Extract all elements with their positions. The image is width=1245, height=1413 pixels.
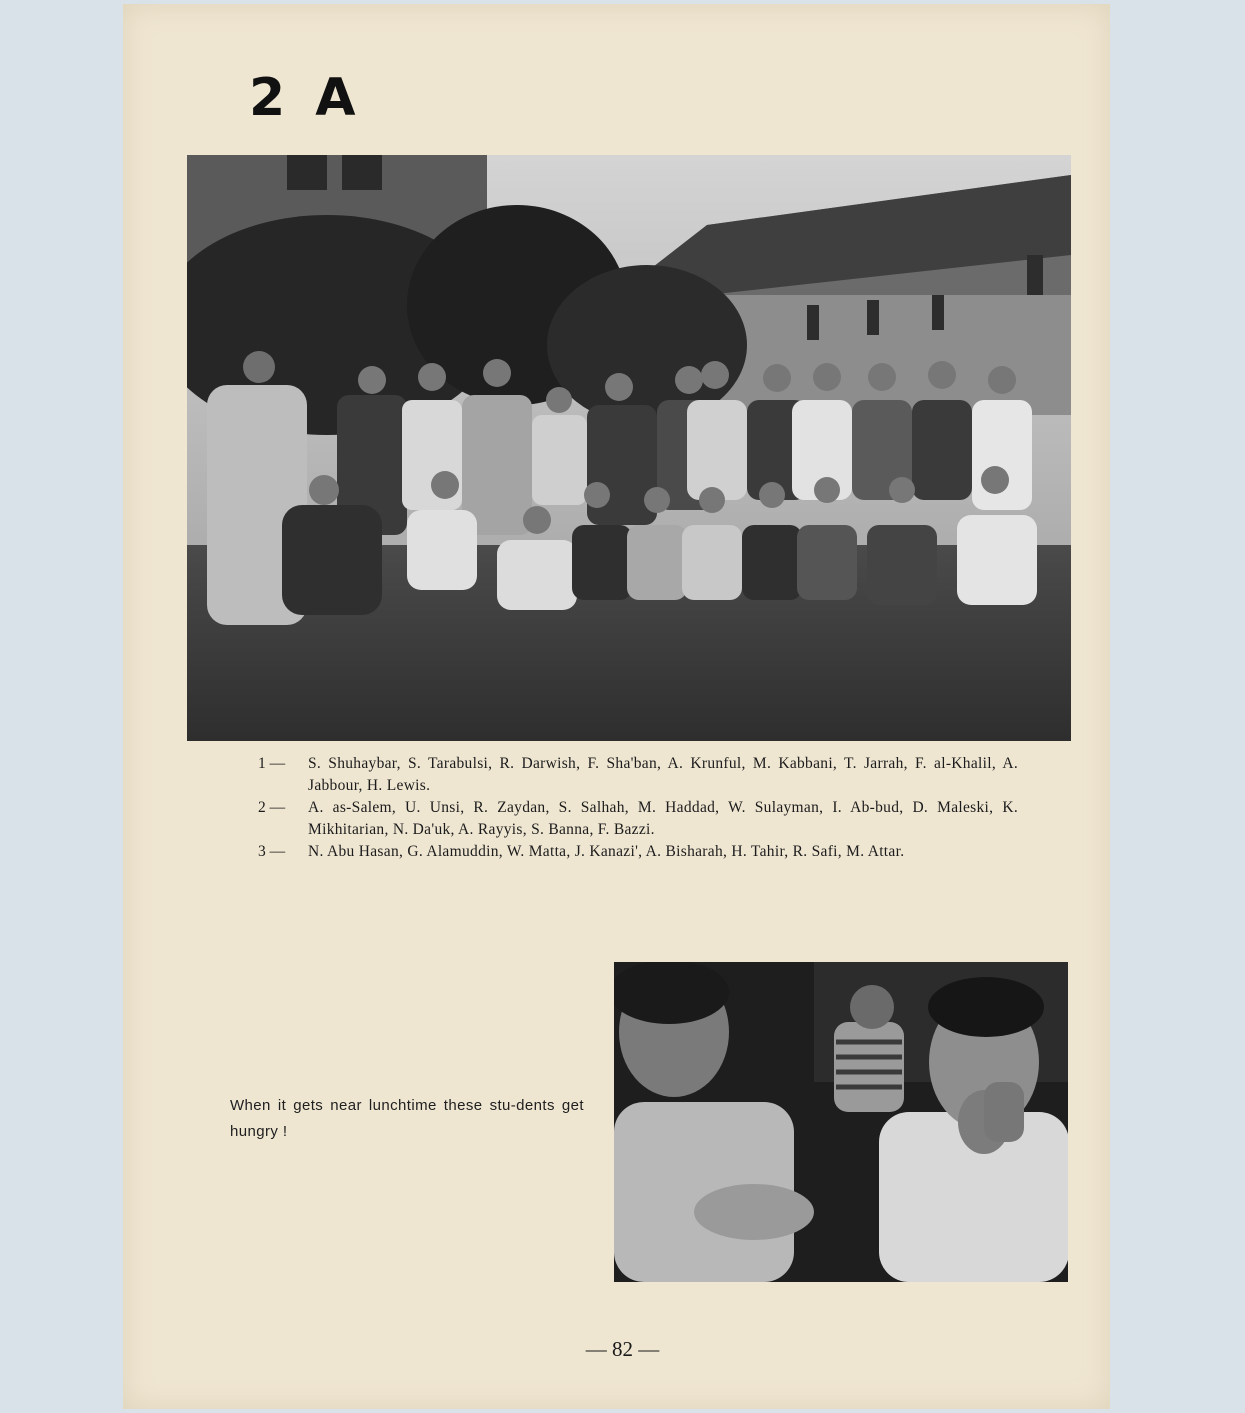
caption-row [258,797,1018,841]
row-names: S. Shuhaybar, S. Tarabulsi, R. Darwish, F. Sha'ban, A. Krunful, M. Kabbani, T. Jarrah, F. al-Khalil, A. Jabbour, H. Lewis. [308,755,1018,794]
page-number: — 82 — [585,1337,660,1361]
photo-caption-list [258,753,1018,863]
class-heading: 2 A [249,68,362,128]
row-names: A. as-Salem, U. Unsi, R. Zaydan, S. Salhah, M. Haddad, W. Sulayman, I. Ab-bud, D. Maleski, K. Mikhitarian, N. Da'uk, A. Rayyis, S. Banna, F. Bazzi. [308,799,1018,838]
lunch-students-photo [614,962,1068,1282]
row-number: 2 — [258,799,286,816]
row-names: N. Abu Hasan, G. Alamuddin, W. Matta, J. Kanazi', A. Bisharah, H. Tahir, R. Safi, M. Attar. [308,843,905,860]
row-number: 1 — [258,755,286,772]
row-number: 3 — [258,843,286,860]
lunch-caption: When it gets near lunchtime these stu-dents get hungry ! [230,1097,584,1140]
caption-row [258,841,1018,863]
class-group-photo [187,155,1071,741]
caption-row [258,753,1018,797]
